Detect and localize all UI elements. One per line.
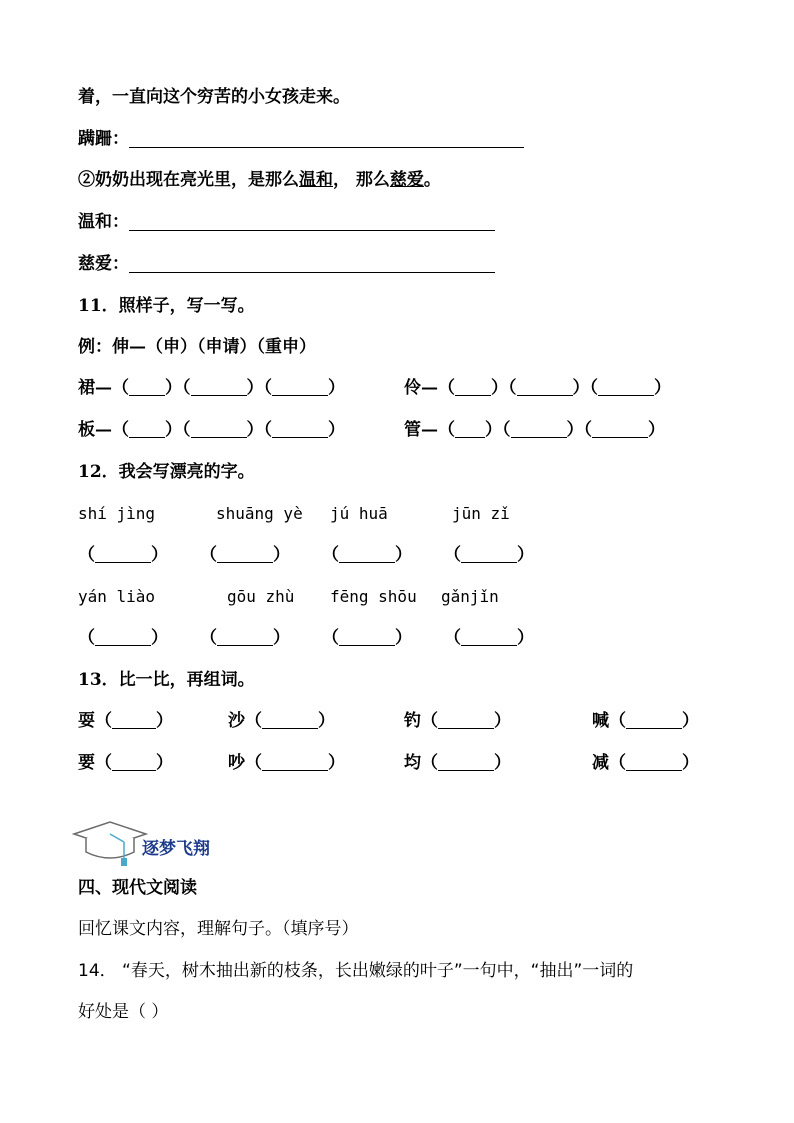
- char-guan: 管—: [404, 420, 438, 440]
- ciai-row: [78, 253, 495, 275]
- blank[interactable]: [461, 631, 517, 646]
- section-banner-title: 逐梦飞翔: [142, 839, 210, 859]
- q11-row2-left: 板—（ ）（ ）（ ）: [78, 420, 345, 440]
- q12-answer-box: （ ）: [200, 628, 290, 648]
- section-heading: 四、现代文阅读: [78, 878, 197, 898]
- blank[interactable]: [626, 756, 682, 771]
- blank[interactable]: [95, 631, 151, 646]
- panshan-label: 蹒跚：: [78, 129, 129, 149]
- char-qun: 裙—: [78, 378, 112, 398]
- pinyin: gōu zhù: [227, 587, 295, 606]
- wenhe-answer-line[interactable]: [129, 214, 495, 231]
- blank[interactable]: [455, 381, 491, 396]
- ciai-label: 慈爱：: [78, 254, 129, 274]
- q13-item: 耍（ ）: [78, 711, 173, 731]
- blank[interactable]: [511, 423, 567, 438]
- q12-answer-box: （ ）: [322, 628, 412, 648]
- pinyin: jūn zǐ: [452, 504, 510, 523]
- section-instruction: 回忆课文内容，理解句子。（填序号）: [78, 919, 359, 939]
- q13-title: 13．比一比，再组词。: [78, 670, 255, 690]
- q13-item: 均（ ）: [404, 753, 511, 773]
- word-wenhe: 温和: [299, 170, 333, 190]
- pinyin: yán liào: [78, 587, 156, 606]
- blank[interactable]: [626, 714, 682, 729]
- char-ling: 伶—: [404, 378, 438, 398]
- blank[interactable]: [112, 756, 156, 771]
- sentence-continuation: 着，一直向这个穷苦的小女孩走来。: [78, 87, 350, 107]
- blank[interactable]: [112, 714, 156, 729]
- panshan-answer-line[interactable]: [129, 131, 524, 148]
- q13-item: 吵（ ）: [228, 753, 345, 773]
- q14-line1: 14． “春天，树木抽出新的枝条，长出嫩绿的叶子”一句中，“抽出”一词的: [78, 961, 634, 981]
- q14-line2: 好处是（ ）: [78, 1002, 169, 1022]
- word-ciai: 慈爱: [389, 170, 424, 190]
- blank[interactable]: [262, 714, 318, 729]
- blank[interactable]: [262, 756, 328, 771]
- q11-row2-right: 管—（ ）（ ）（ ）: [404, 420, 665, 440]
- blank[interactable]: [592, 423, 648, 438]
- q13-item: 钓（ ）: [404, 711, 511, 731]
- blank[interactable]: [438, 756, 494, 771]
- blank[interactable]: [598, 381, 654, 396]
- blank[interactable]: [461, 548, 517, 563]
- panshan-row: [78, 128, 524, 150]
- pinyin: shí jìng: [78, 504, 156, 523]
- q13-item: 要（ ）: [78, 753, 173, 773]
- q13-item: 沙（ ）: [228, 711, 335, 731]
- q13-item: 喊（ ）: [592, 711, 699, 731]
- q11-example: 例：伸—（申）（申请）（重申）: [78, 337, 316, 357]
- wenhe-label: 温和：: [78, 212, 129, 232]
- q12-title: 12．我会写漂亮的字。: [78, 462, 255, 482]
- q13-item: 减（ ）: [592, 753, 699, 773]
- sentence-two-start: ②奶奶出现在亮光里，是那么: [78, 170, 299, 190]
- blank[interactable]: [339, 548, 395, 563]
- char-ban: 板—: [78, 420, 112, 440]
- q12-answer-box: （ ）: [444, 545, 534, 565]
- blank[interactable]: [272, 381, 328, 396]
- sentence-two-mid: ， 那么: [333, 170, 390, 190]
- blank[interactable]: [217, 548, 273, 563]
- pinyin: gǎnjǐn: [441, 587, 499, 606]
- ciai-answer-line[interactable]: [129, 256, 495, 273]
- q11-row1-left: 裙—（ ）（ ）（ ）: [78, 378, 345, 398]
- q12-answer-box: （ ）: [322, 545, 412, 565]
- wenhe-row: [78, 211, 495, 233]
- blank[interactable]: [438, 714, 494, 729]
- q12-answer-box: （ ）: [200, 545, 290, 565]
- q11-title: 11．照样子，写一写。: [78, 296, 255, 316]
- blank[interactable]: [191, 381, 247, 396]
- sentence-two-end: 。: [423, 170, 441, 190]
- blank[interactable]: [339, 631, 395, 646]
- q12-answer-box: （ ）: [78, 628, 168, 648]
- pinyin: fēng shōu: [330, 587, 417, 606]
- blank[interactable]: [129, 381, 165, 396]
- blank[interactable]: [95, 548, 151, 563]
- blank[interactable]: [455, 423, 485, 438]
- q11-row1-right: 伶—（ ）（ ）（ ）: [404, 378, 671, 398]
- blank[interactable]: [129, 423, 165, 438]
- q12-answer-box: （ ）: [78, 545, 168, 565]
- blank[interactable]: [272, 423, 328, 438]
- blank[interactable]: [217, 631, 273, 646]
- pinyin: shuāng yè: [216, 504, 303, 523]
- sentence-two: [78, 169, 441, 191]
- blank[interactable]: [517, 381, 573, 396]
- blank[interactable]: [191, 423, 247, 438]
- pinyin: jú huā: [330, 504, 388, 523]
- q12-answer-box: （ ）: [444, 628, 534, 648]
